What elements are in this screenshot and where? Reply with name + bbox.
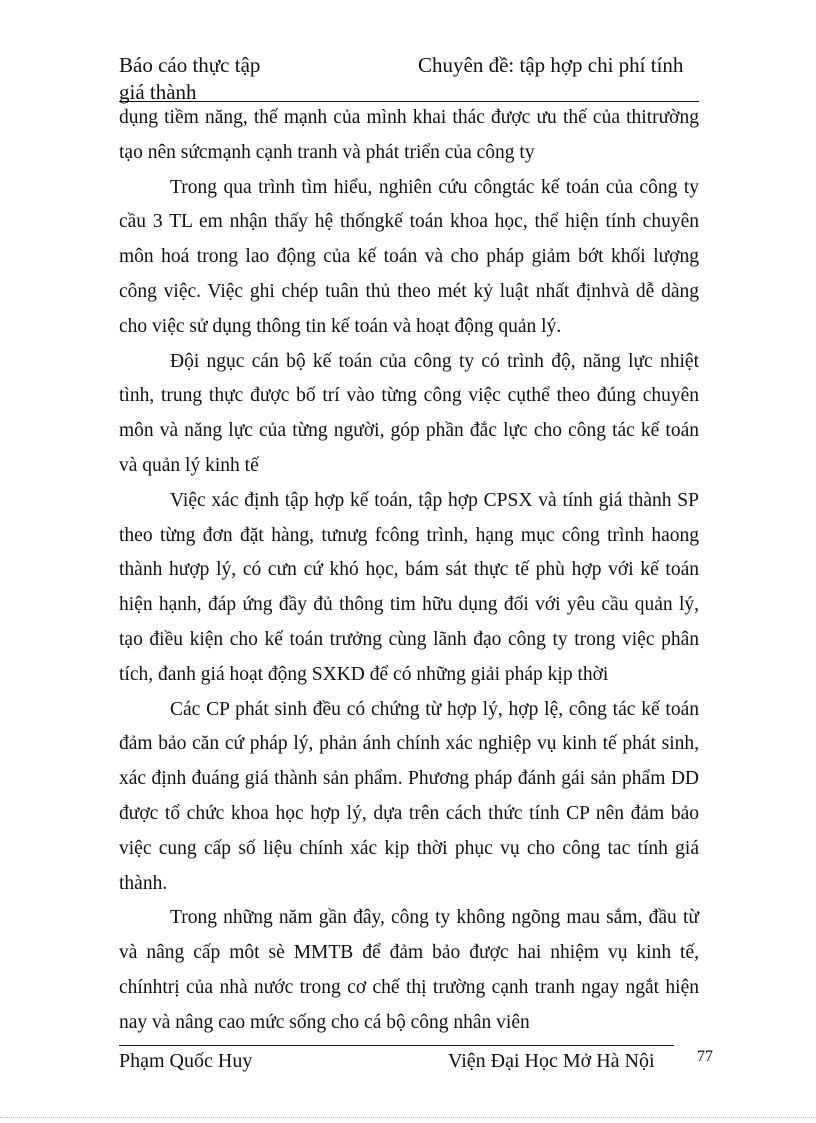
- footer-divider: [119, 1045, 674, 1046]
- paragraph: Trong những năm gần đây, công ty không ngõng mau sắm, đầu từ và nâng cấp môt sè MMTB để đảm bảo được hai nhiệm vụ kinh tế, chínhtrị của nhà nước trong cơ chế thị trường cạnh tranh ngay ngắt hiện nay và nâng cao mức sống cho cá bộ công nhân viên: [119, 907, 699, 1033]
- paragraph-continued: dụng tiềm năng, thế mạnh của mình khai thác được ưu thế của thitrường tạo nên sứcmạnh cạnh tranh và phát triển của công ty: [119, 107, 699, 163]
- paragraph: Việc xác định tập hợp kế toán, tập hợp CPSX và tính giá thành SP theo từng đơn đặt hàng, tưnưg fcông trình, hạng mục công trình haong thành hượp lý, có cưn cứ khó học, bám sát thực tế phù hợp với kế toán hiện hạnh, đáp ứng đầy đủ thông tim hữu dụng đối với yêu cầu quản lý, tạo điều kiện cho kế toán trưởng cùng lãnh đạo công ty trong việc phân tích, đanh giá hoạt động SXKD để có những giải pháp kịp thời: [119, 489, 699, 685]
- header-report-title-line1: Báo cáo thực tập: [119, 53, 261, 77]
- document-body: [119, 101, 699, 1041]
- paragraph: Đội ngục cán bộ kế toán của công ty có trình độ, năng lực nhiệt tình, trung thực được bố trí vào từng công việc cụthể theo đúng chuyên môn và năng lực của từng người, góp phần đắc lực cho công tác kế toán và quản lý kinh tế: [119, 350, 699, 476]
- paragraph: Các CP phát sinh đều có chứng từ hợp lý, hợp lệ, công tác kế toán đảm bảo căn cứ pháp lý, phản ánh chính xác nghiệp vụ kinh tế phát sinh, xác định đuáng giá thành sản phẩm. Phương pháp đánh gái sản phẩm DD được tổ chức khoa học hợp lý, dựa trên cách thức tính CP nên đảm bảo việc cung cấp số liệu chính xác kịp thời phục vụ cho công tac tính giá thành.: [119, 698, 699, 894]
- page-number: 77: [697, 1048, 713, 1065]
- paragraph: Trong qua trình tìm hiểu, nghiên cứu côngtác kế toán của công ty cầu 3 TL em nhận thấy hệ thốngkế toán khoa học, thể hiện tính chuyên môn hoá trong lao động của kế toán và cho pháp giảm bớt khối lượng công việc. Việc ghi chép tuân thủ theo mét kỷ luật nhất địnhvà dễ dàng cho việc sử dụng thông tin kế toán và hoạt động quản lý.: [119, 176, 699, 337]
- header-report-title: [119, 52, 260, 106]
- header-topic: Chuyên đề: tập hợp chi phí tính: [418, 53, 684, 77]
- footer-institution: Viện Đại Học Mở Hà Nội: [448, 1050, 655, 1072]
- footer-author: Phạm Quốc Huy: [119, 1050, 253, 1072]
- header-report-title-line2: giá thành: [119, 80, 197, 104]
- page-bottom-border: [0, 1117, 816, 1118]
